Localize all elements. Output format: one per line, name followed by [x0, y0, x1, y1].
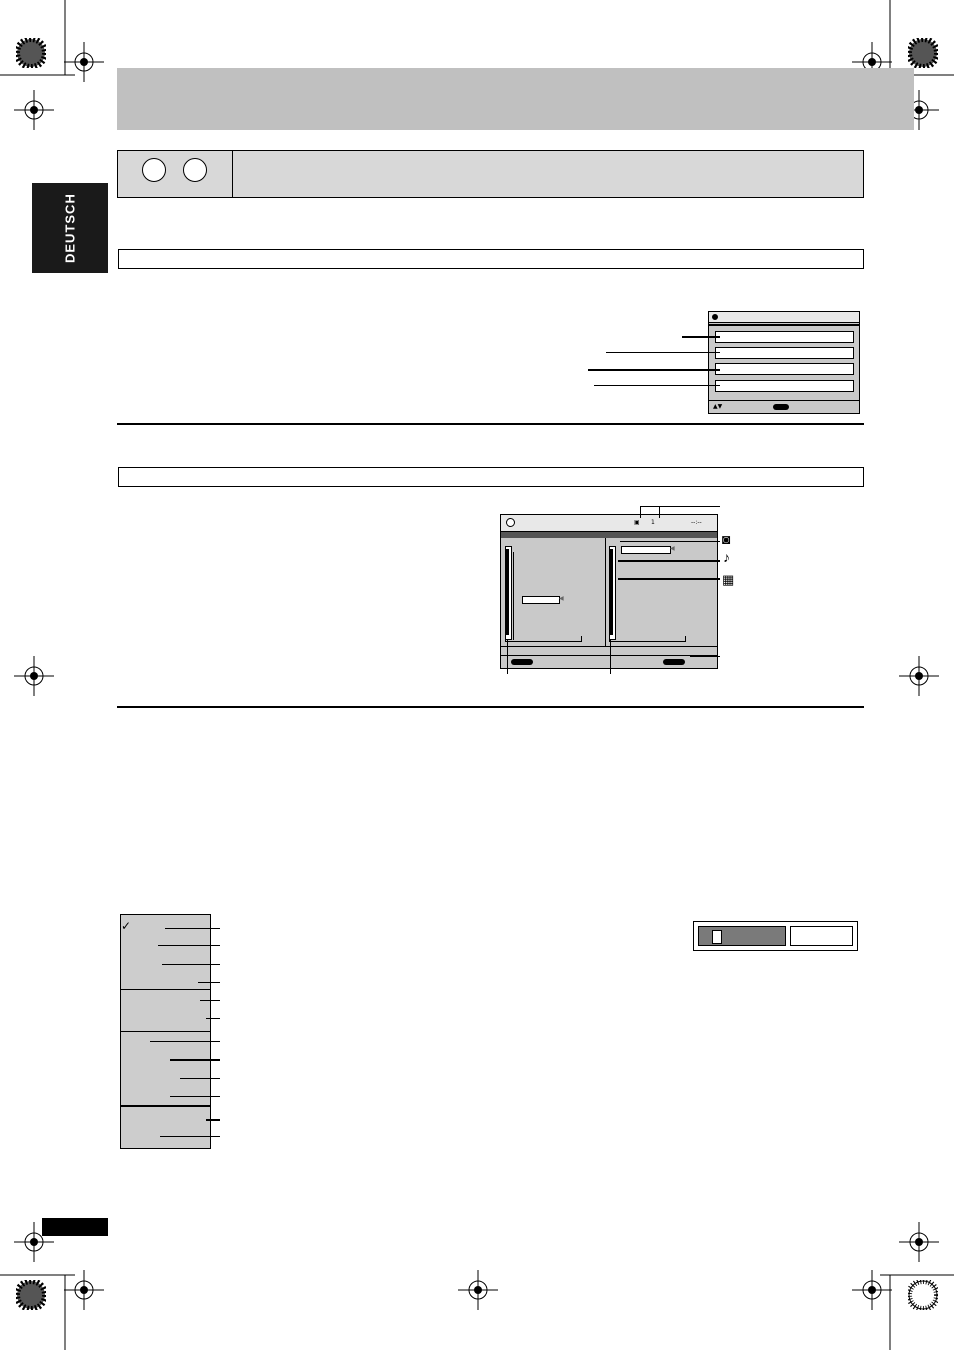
- registration-mark-icon: [14, 656, 54, 696]
- film-icon: ▦: [722, 572, 735, 587]
- registration-mark-icon: [14, 90, 54, 130]
- folder-item-selected[interactable]: [522, 596, 560, 604]
- menu-button-icon: [511, 659, 533, 665]
- section-title-box: [117, 150, 864, 198]
- menu-screen: [708, 311, 860, 414]
- registration-mark-icon: [458, 1270, 498, 1310]
- disc-icon: [712, 314, 718, 320]
- menu-screen-titlebar: [709, 312, 859, 323]
- file-item-selected[interactable]: [621, 546, 671, 554]
- color-wheel-icon: [16, 1280, 46, 1310]
- enter-button-icon: [773, 404, 789, 410]
- check-icon: ✓: [121, 919, 132, 933]
- path-bar: [501, 532, 717, 538]
- group-number: 1: [651, 519, 655, 526]
- file-browser-screen: ▣ 1 --:-- ◀ ◀: [500, 514, 718, 669]
- arrow-up-down-icon: ▲▼: [713, 403, 723, 410]
- toggle-option[interactable]: [790, 926, 853, 946]
- registration-mark-icon: [899, 1222, 939, 1262]
- page-number-block: [42, 1218, 108, 1236]
- group-icon: ▣: [634, 519, 640, 526]
- disc-icon: [142, 158, 166, 182]
- menu-option[interactable]: [715, 363, 854, 375]
- section-rule: [117, 706, 864, 708]
- section-title-divider: [232, 150, 233, 198]
- registration-mark-icon: [852, 1270, 892, 1310]
- settings-menu-column: [120, 914, 211, 1149]
- language-tab-label: DEUTSCH: [62, 193, 78, 263]
- subheading-bar: [118, 467, 864, 487]
- language-tab: [32, 183, 108, 273]
- music-note-icon: ♪: [723, 549, 730, 565]
- disc-icon: [506, 518, 515, 527]
- toggle-display: [693, 921, 858, 951]
- subheading-bar: [118, 249, 864, 269]
- disc-icon: [183, 158, 207, 182]
- return-button-icon: [663, 659, 685, 665]
- page-header-band: [117, 68, 914, 130]
- color-wheel-icon: [16, 38, 46, 68]
- color-wheel-icon: [908, 38, 938, 68]
- color-wheel-icon: [908, 1280, 938, 1310]
- section-rule: [117, 423, 864, 425]
- registration-mark-icon: [899, 656, 939, 696]
- time-readout: --:--: [691, 519, 702, 526]
- menu-option[interactable]: [715, 331, 854, 343]
- cursor-icon: [712, 930, 722, 944]
- browser-titlebar: [501, 515, 717, 532]
- camera-icon: ◙: [722, 531, 731, 547]
- menu-option[interactable]: [715, 380, 854, 392]
- menu-option[interactable]: [715, 347, 854, 359]
- registration-mark-icon: [64, 42, 104, 82]
- registration-mark-icon: [64, 1270, 104, 1310]
